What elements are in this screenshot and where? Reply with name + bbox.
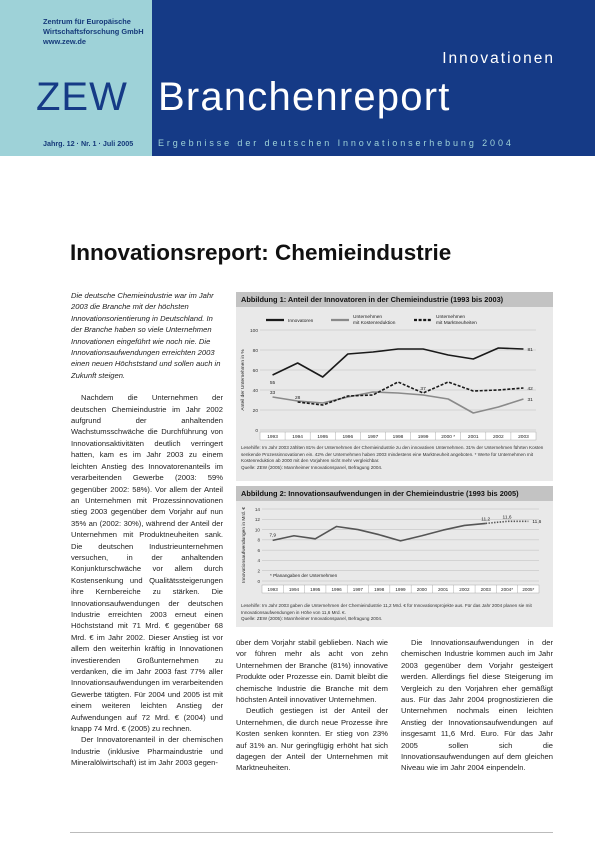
figure-1: [236, 292, 553, 481]
x-tick-label: 1993: [267, 434, 278, 440]
text-column-2: [236, 637, 388, 774]
x-tick-label: 2004*: [501, 586, 514, 592]
x-tick-label: 1996: [331, 586, 342, 592]
y-axis-label: Innovationsaufwendungen in Mrd. €: [242, 506, 247, 584]
y-tick-label: 0: [257, 578, 260, 584]
figure-2-footnote: * Planangaben der Unternehmen: [270, 573, 338, 578]
body-paragraph: über dem Vorjahr stabil geblieben. Nach wie vor führen mehr als acht von zehn Unternehmen der Branche (81%) innovative Produkte oder Prozesse ein. Damit bleibt die chemische Industrie die Branche mit dem höchsten Anteil innovativer Unternehmen.: [236, 638, 388, 705]
plot-area: [262, 509, 542, 581]
y-tick-label: 60: [252, 368, 258, 374]
legend-label: Unternehmen: [436, 315, 466, 320]
x-tick-label: 1995: [310, 586, 321, 592]
institution-url[interactable]: www.zew.de: [43, 37, 86, 47]
data-label: 33: [269, 391, 276, 396]
y-tick-label: 40: [252, 388, 258, 394]
y-tick-label: 100: [249, 328, 258, 334]
plot-area: [260, 330, 536, 430]
figure-2-title: Abbildung 2: Innovationsaufwendungen in der Chemieindustrie (1993 bis 2005): [236, 486, 553, 501]
y-tick-label: 12: [254, 517, 260, 523]
data-label: 11,2: [481, 517, 491, 523]
data-label: 7,9: [269, 533, 276, 539]
y-axis-label: Anteil der Unternehmen in %: [241, 349, 246, 411]
figure-2-note: [241, 603, 549, 623]
y-tick-label: 6: [257, 547, 260, 553]
figure-2-source: Quelle: ZEW (2005): Mannheimer Innovationspanel, Befragung 2004.: [241, 616, 383, 622]
x-tick-label: 2003: [518, 434, 529, 440]
figure-2: [236, 486, 553, 627]
figure-1-reading-aid: Lesehilfe: Im Jahr 2003 zählten 81% der Unternehmen der Chemieindustrie zu den innovativen Unternehmen. 31% der Unternehmen führten Kosten senkende Prozessinnovationen ein. 42% der Unternehmen haben 2003 mindestens eine Marktneuheit angeboten. * Werte für Unternehmen mit Kostenreduktion ab 2000 mit den Vorjahren nicht mehr vergleichbar.: [241, 445, 544, 464]
x-tick-label: 1993: [267, 586, 278, 592]
x-tick-label: 2001: [467, 434, 479, 440]
x-tick-label: 1998: [392, 434, 404, 440]
y-tick-label: 8: [257, 537, 260, 543]
body-paragraph: Der Innovatorenanteil in der chemischen Industrie (inklusive Pharmaindustrie und Mineralölwirtschaft) ist im Jahr 2003 gegen-: [71, 735, 223, 768]
legend-label: Innovatoren: [288, 319, 314, 324]
x-tick-label: 1997: [367, 434, 379, 440]
institution-line: Zentrum für Europäische: [43, 17, 131, 26]
data-label: 11,6: [532, 520, 542, 526]
body-paragraph: Deutlich gestiegen ist der Anteil der Unternehmen, die durch neue Prozesse ihre Kosten senken konnten. Er stieg von 23% auf 31% an. Nur geringfügig erhöht hat sich dagegen der Anteil der Unternehmen mit Marktneuheiten.: [236, 706, 388, 773]
x-tick-label: 1999: [395, 586, 406, 592]
x-tick-label: 1999: [417, 434, 429, 440]
y-tick-label: 80: [252, 348, 258, 354]
figure-1-source: Quelle: ZEW (2005): Mannheimer Innovationspanel, Befragung 2004.: [241, 464, 383, 470]
footer-divider: [70, 832, 553, 833]
x-tick-label: 2000: [416, 586, 427, 592]
data-label: 81: [527, 347, 533, 353]
legend-label: mit Marktneuheiten: [436, 321, 477, 326]
y-tick-label: 0: [255, 428, 258, 434]
header-kicker: Innovationen: [442, 50, 555, 67]
y-tick-label: 2: [257, 568, 260, 574]
institution-block: [43, 17, 144, 48]
x-tick-label: 2003: [480, 586, 491, 592]
y-tick-label: 20: [252, 408, 258, 414]
x-tick-label: 1998: [374, 586, 385, 592]
data-label: 11,6: [502, 515, 512, 521]
data-label: 37: [420, 387, 426, 392]
x-tick-label: 2001: [437, 586, 449, 592]
figure-2-chart: [236, 501, 553, 603]
header-accent-panel: [0, 0, 152, 156]
y-tick-label: 14: [254, 506, 260, 512]
header-subtitle: Ergebnisse der deutschen Innovationserhebung 2004: [158, 138, 514, 148]
zew-logo: ZEW: [36, 75, 128, 119]
header-title: Branchenreport: [158, 75, 451, 119]
text-column-3: [401, 637, 553, 774]
data-label: 42: [527, 386, 533, 392]
figure-1-note: [241, 445, 549, 471]
body-paragraph: Nachdem die Unternehmen der deutschen Chemieindustrie im Jahr 2002 aufgrund der anhaltenden Wachstumsschwäche die Durchführung von Innovationsaktivitäten deutlich verringert hatten, kam es im Jahr 2003 zu einem leichten Anstieg des Innovatorenanteils im verarbeitenden Gewerbe (2003: 59% gegenüber 2002: 58%). Vor allem der Anteil an Unternehmen mit Prozessinnovationen stieg 2003 gegenüber dem Vorjahr auf nun 35% an (2002: 30%), während der Anteil der Unternehmen mit Produktneuheiten sank. Die deutschen Industrieunternehmen versuchen, in der anhaltenden Konjunkturschwäche vor allem durch Kostensenkung und Qualitätssteigerungen ihre Kernbereiche zu stärken. Die Innovationsaufwendungen der deutschen Industrie erreichten 2003 erneut einen Höchststand mit 71 Mrd. € gegenüber 68 Mrd. € im Jahr 2002. Dieser Anstieg ist vor allem den weiterhin kräftig in Innovationen investierenden Großunternehmen zu verdanken, die im Jahr 2003 fast 77% aller Innovationsaufwendungen im verarbeitenden Gewerbe tätigten. Für 2004 und 2005 ist mit einem weiteren leichten Anstieg der Aufwendungen auf 72 Mrd. € (2004) und knapp 74 Mrd. € (2005) zu rechnen.: [71, 393, 223, 734]
x-tick-label: 2005*: [522, 586, 535, 592]
legend-label: Unternehmen: [353, 315, 383, 320]
x-tick-label: 1996: [342, 434, 354, 440]
legend-label: mit Kostenreduktion: [353, 321, 396, 326]
x-tick-label: 1994: [292, 434, 303, 440]
issue-info: Jahrg. 12 · Nr. 1 · Juli 2005: [43, 139, 134, 148]
institution-line: Wirtschaftsforschung GmbH: [43, 27, 144, 37]
figure-1-chart: [236, 307, 553, 459]
x-tick-label: 2000 *: [441, 434, 456, 440]
x-tick-label: 2002: [493, 434, 504, 440]
intro-paragraph: Die deutsche Chemieindustrie war im Jahr 2003 die Branche mit der höchsten Innovationsorientierung in Deutschland. In der Branche haben so viele Unternehmen Innovationen eingeführt wie noch nie. Die Innovationsaufwendungen erreichten 2003 einen neuen Höchststand und sollen auch in Zukunft steigen.: [71, 291, 221, 380]
body-paragraph: Die Innovationsaufwendungen in der chemischen Industrie kommen auch im Jahr 2003 gegenüber dem Vorjahr gesteigert werden. Allerdings fiel diese Steigerung im Vergleich zu den Vorjahren eher gemäßigt aus. Für das Jahr 2004 prognostizieren die Unternehmen nochmals einen leichten Anstieg der Innovationsaufwendungen auf insgesamt 11,6 Mrd. Euro. Für das Jahr 2005 sollen sich die Innovationsaufwendungen auf dem gleichen Niveau wie im Jahr 2004 einpendeln.: [401, 638, 553, 773]
figure-1-title: Abbildung 1: Anteil der Innovatoren in der Chemieindustrie (1993 bis 2003): [236, 292, 553, 307]
x-tick-label: 1994: [288, 586, 300, 592]
x-tick-label: 1995: [317, 434, 329, 440]
text-column-1: [71, 290, 223, 769]
figure-2-reading-aid: Lesehilfe: Im Jahr 2003 gaben die Unternehmen der Chemieindustrie 11,2 Mrd. € für Innovationsprojekte aus. Für das Jahr 2004 planen sie mit Innovationsaufwendungen in Höhe von 11,6 Mrd. €.: [241, 603, 532, 615]
data-label: 31: [527, 397, 533, 403]
data-label: 28: [294, 396, 301, 401]
x-tick-label: 2002: [459, 586, 470, 592]
page-title: Innovationsreport: Chemieindustrie: [70, 240, 452, 265]
data-label: 55: [269, 381, 276, 386]
x-tick-label: 1997: [352, 586, 364, 592]
y-tick-label: 10: [254, 527, 260, 533]
y-tick-label: 4: [257, 558, 260, 564]
